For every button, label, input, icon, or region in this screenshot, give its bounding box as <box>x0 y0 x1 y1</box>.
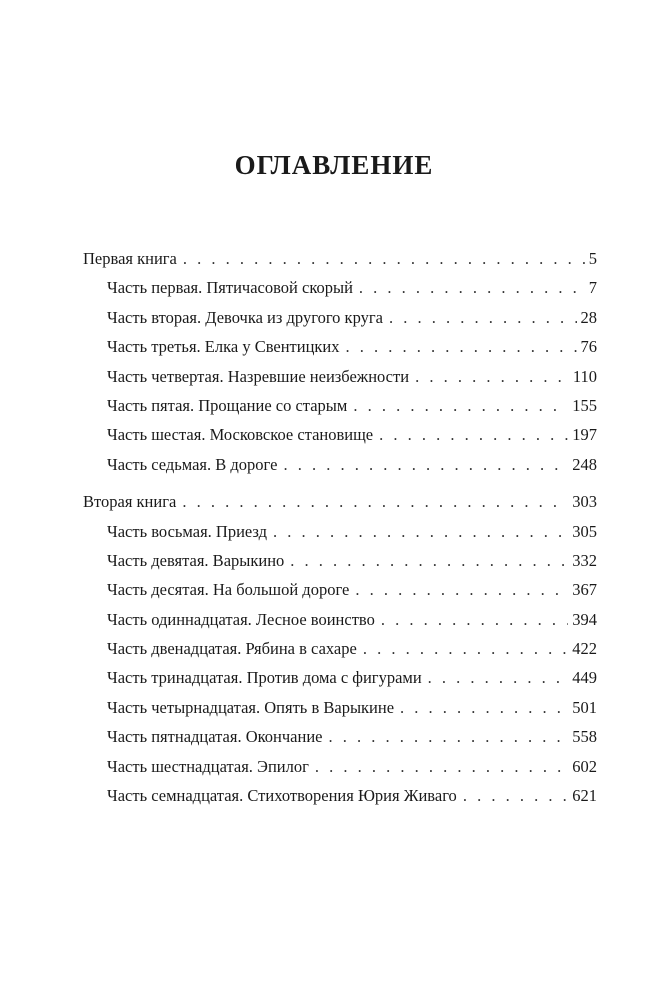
toc-part-8[interactable] <box>83 517 597 546</box>
dot-leader <box>346 332 577 361</box>
toc-part-15[interactable] <box>83 722 597 751</box>
dot-leader <box>355 575 568 604</box>
toc-entry-label: Часть седьмая. В дороге <box>107 454 278 474</box>
toc-page-number: 28 <box>580 307 597 327</box>
toc-part-14[interactable] <box>83 693 597 722</box>
toc-entry-label: Часть пятнадцатая. Окончание <box>107 727 323 747</box>
dot-leader <box>400 693 568 722</box>
page-title: ОГЛАВЛЕНИЕ <box>234 150 434 180</box>
toc-page-number: 5 <box>588 249 597 268</box>
toc-page-number: 197 <box>572 425 597 445</box>
toc-entry-label: Часть четвертая. Назревшие неизбежности <box>107 366 410 386</box>
table-of-contents <box>83 244 597 810</box>
toc-entry-label: Часть третья. Елка у Свентицких <box>107 337 340 357</box>
toc-part-2[interactable] <box>83 303 597 332</box>
toc-entry-label: Часть шестнадцатая. Эпилог <box>107 756 309 776</box>
toc-entry-label: Часть двенадцатая. Рябина в сахаре <box>107 639 357 659</box>
dot-leader <box>290 546 568 575</box>
toc-entry-label: Часть восьмая. Приезд <box>107 521 268 541</box>
dot-leader <box>182 487 568 516</box>
dot-leader <box>363 634 568 663</box>
dot-leader <box>381 605 568 634</box>
toc-page-number: 449 <box>572 668 597 688</box>
dot-leader <box>315 752 568 781</box>
toc-part-7[interactable] <box>83 450 597 479</box>
toc-page-number: 621 <box>572 786 597 806</box>
toc-part-5[interactable] <box>83 391 597 420</box>
toc-entry-label: Часть девятая. Варыкино <box>107 550 285 570</box>
toc-page-number: 155 <box>572 395 597 415</box>
toc-page-number: 305 <box>572 521 597 541</box>
toc-part-13[interactable] <box>83 663 597 692</box>
dot-leader <box>428 663 569 692</box>
toc-page-number: 394 <box>572 609 597 629</box>
dot-leader <box>415 362 569 391</box>
toc-page-number: 501 <box>572 697 597 717</box>
toc-entry-label: Часть шестая. Московское становище <box>107 425 374 445</box>
toc-entry-label: Часть вторая. Девочка из другого круга <box>107 307 383 327</box>
toc-entry-label: Часть десятая. На большой дороге <box>107 580 350 600</box>
toc-page-number: 332 <box>572 550 597 570</box>
toc-page-number: 422 <box>572 639 597 659</box>
toc-entry-label: Первая книга <box>83 249 177 268</box>
toc-page-number: 110 <box>572 366 597 386</box>
dot-leader <box>273 517 568 546</box>
toc-entry-label: Часть первая. Пятичасовой скорый <box>107 278 353 298</box>
toc-part-10[interactable] <box>83 575 597 604</box>
toc-entry-label: Вторая книга <box>83 492 177 512</box>
toc-part-12[interactable] <box>83 634 597 663</box>
dot-leader <box>283 450 568 479</box>
toc-book-2[interactable] <box>83 487 597 516</box>
dot-leader <box>359 273 585 302</box>
section-gap <box>83 479 597 487</box>
dot-leader <box>389 303 577 332</box>
toc-part-9[interactable] <box>83 546 597 575</box>
toc-part-6[interactable] <box>83 420 597 449</box>
toc-part-1[interactable] <box>83 273 597 302</box>
toc-page-number: 558 <box>572 727 597 747</box>
toc-page-number: 303 <box>572 492 597 512</box>
toc-part-4[interactable] <box>83 362 597 391</box>
toc-part-11[interactable] <box>83 605 597 634</box>
toc-part-17[interactable] <box>83 781 597 810</box>
toc-page-number: 602 <box>572 756 597 776</box>
toc-part-16[interactable] <box>83 752 597 781</box>
toc-page-number: 7 <box>588 278 597 298</box>
toc-page-number: 248 <box>572 454 597 474</box>
toc-entry-label: Часть тринадцатая. Против дома с фигурами <box>107 668 422 688</box>
dot-leader <box>329 722 569 751</box>
dot-leader <box>463 781 568 810</box>
toc-entry-label: Часть семнадцатая. Стихотворения Юрия Живаго <box>107 786 457 806</box>
dot-leader <box>379 420 568 449</box>
toc-page-number: 367 <box>572 580 597 600</box>
toc-entry-label: Часть четырнадцатая. Опять в Варыкине <box>107 697 395 717</box>
toc-entry-label: Часть пятая. Прощание со старым <box>107 395 348 415</box>
toc-entry-label: Часть одиннадцатая. Лесное воинство <box>107 609 375 629</box>
dot-leader <box>183 244 585 273</box>
toc-book-1[interactable] <box>83 244 597 273</box>
toc-page-number: 76 <box>580 337 597 357</box>
toc-part-3[interactable] <box>83 332 597 361</box>
dot-leader <box>353 391 568 420</box>
